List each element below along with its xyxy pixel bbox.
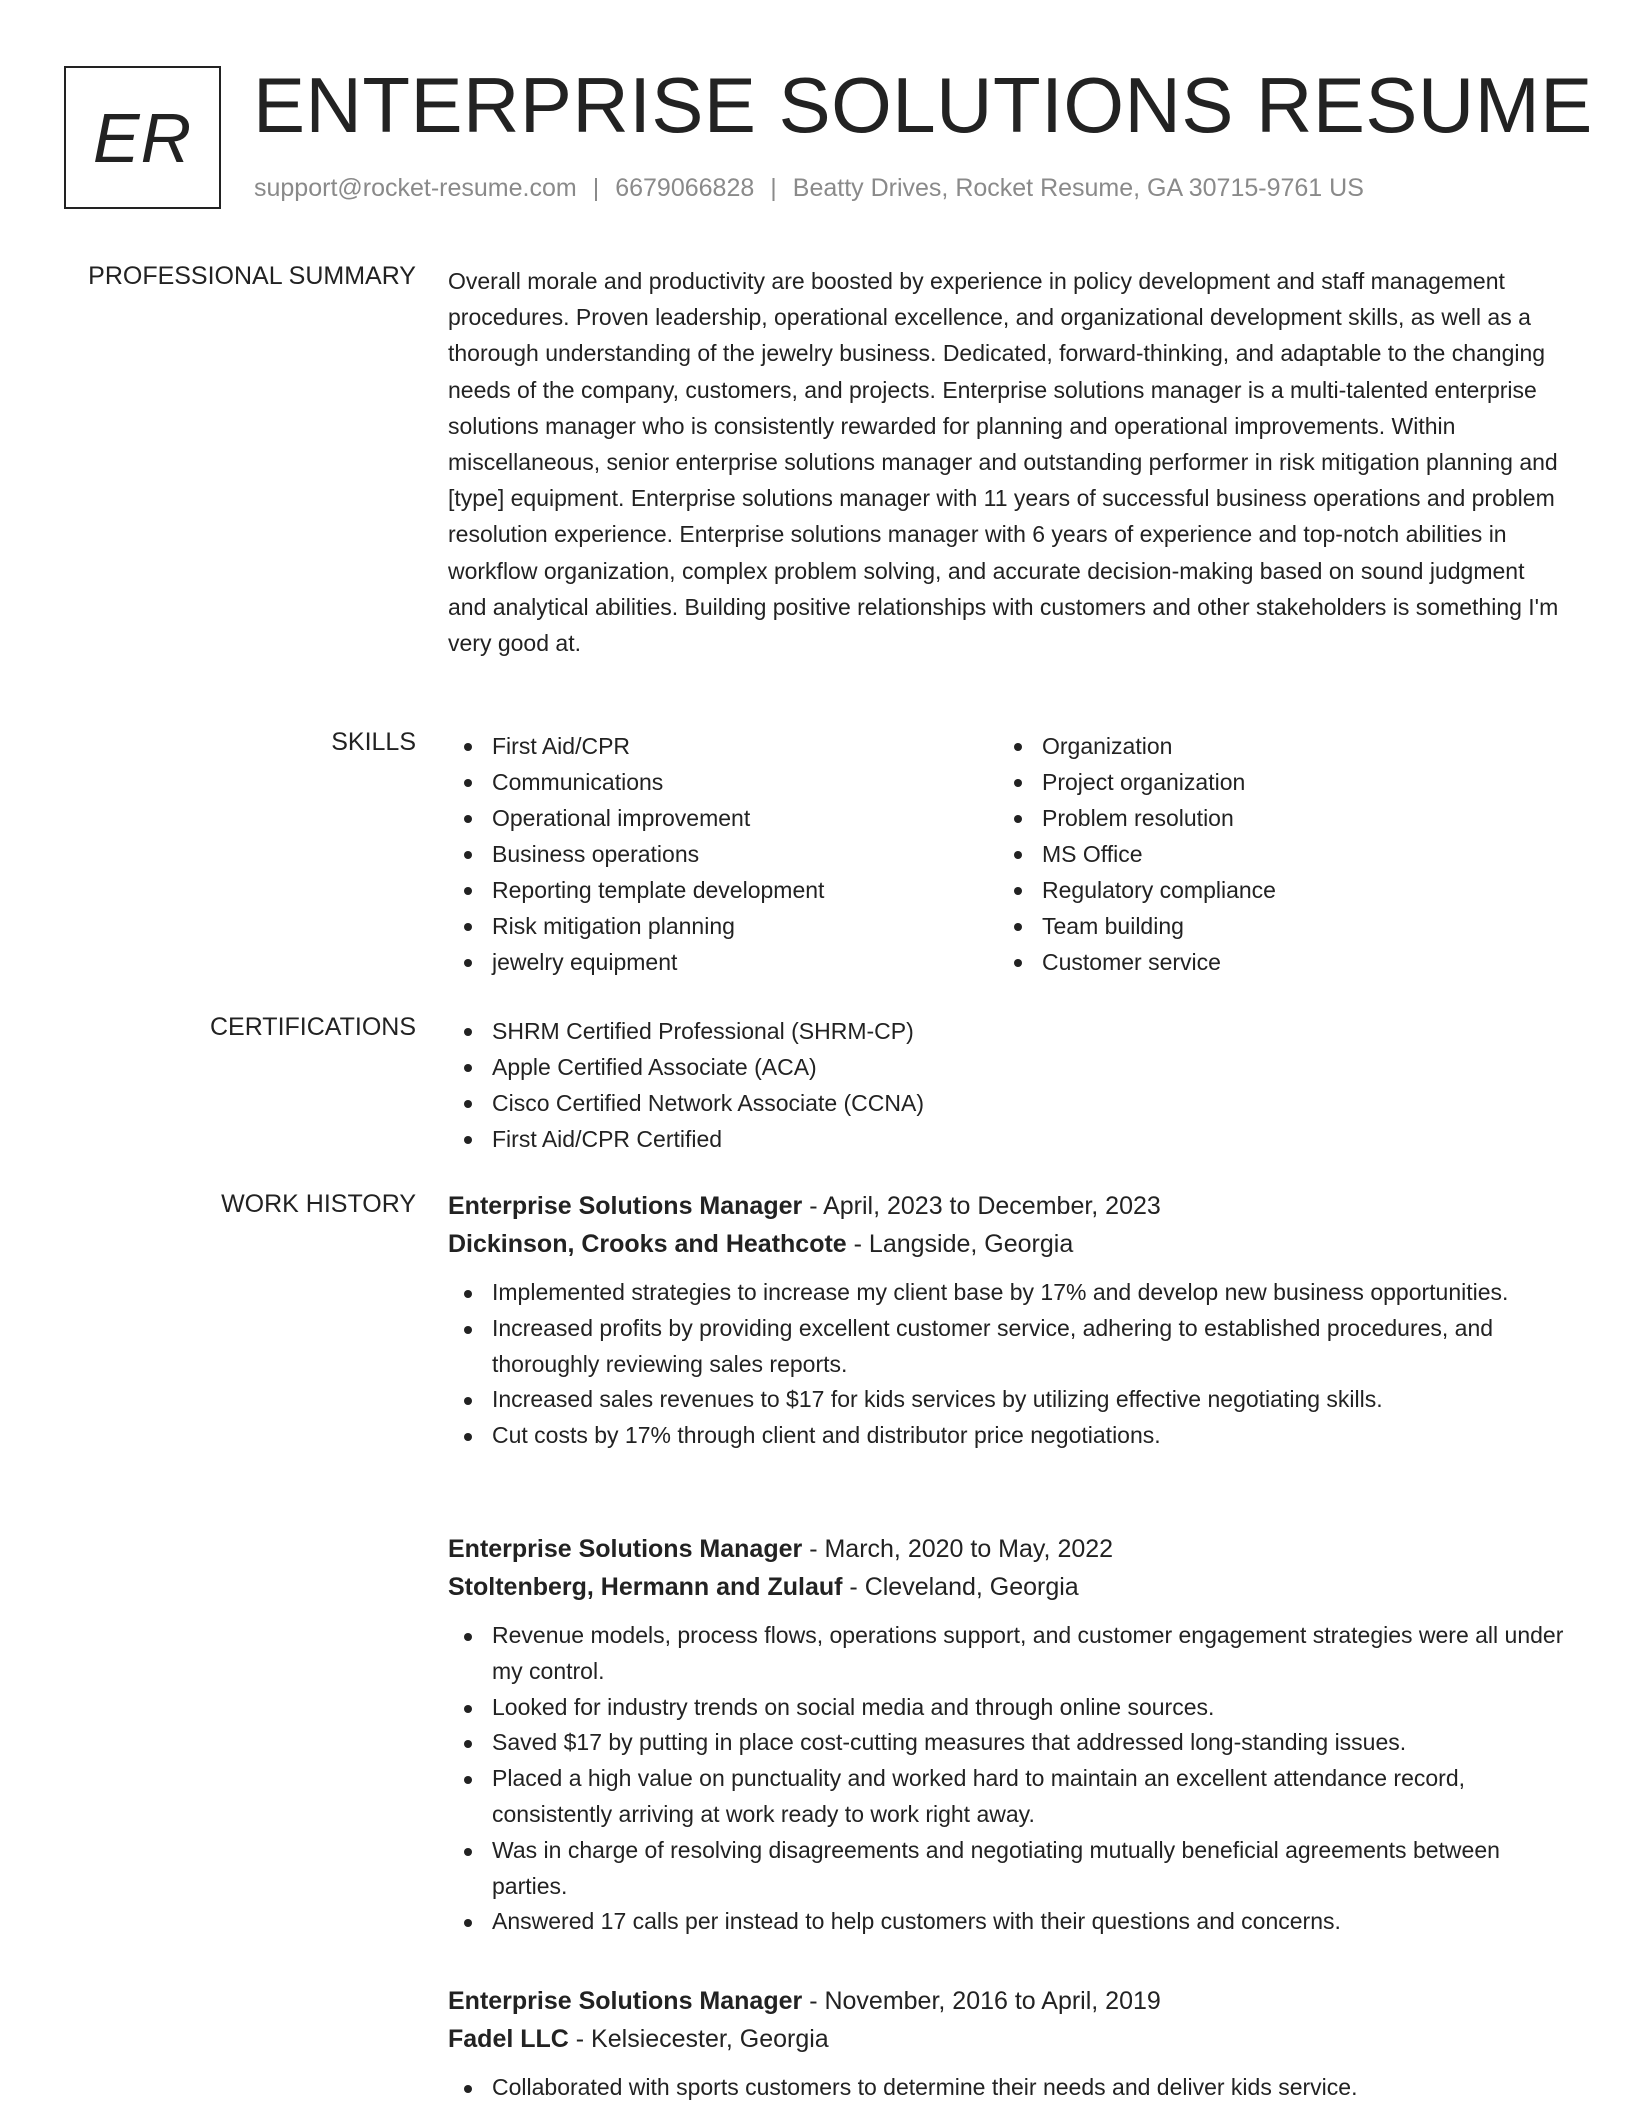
job-dates: - November, 2016 to April, 2019 (802, 1987, 1161, 2015)
job-location: - Cleveland, Georgia (842, 1573, 1079, 1601)
list-item: Organization (998, 728, 1548, 764)
section-title-summary: PROFESSIONAL SUMMARY (88, 262, 416, 290)
list-item: Cisco Certified Network Associate (CCNA) (448, 1085, 1568, 1121)
list-item: Team building (998, 908, 1548, 944)
job-dates: - April, 2023 to December, 2023 (802, 1192, 1161, 1220)
job-role: Enterprise Solutions Manager (448, 1535, 803, 1563)
job-title-line (448, 1187, 1568, 1225)
list-item: Business operations (448, 836, 998, 872)
contact-phone[interactable]: 6679066828 (615, 174, 755, 202)
job-location: - Langside, Georgia (846, 1230, 1074, 1258)
resume-title: ENTERPRISE SOLUTIONS RESUME (253, 61, 1593, 149)
list-item: Risk mitigation planning (448, 908, 998, 944)
list-item: Apple Certified Associate (ACA) (448, 1049, 1568, 1085)
list-item: Reporting template development (448, 872, 998, 908)
job-title-line (448, 1982, 1568, 2020)
list-item: jewelry equipment (448, 944, 998, 980)
job-company: Fadel LLC (448, 2025, 569, 2053)
job-entry (448, 1187, 1568, 1454)
list-item: Saved $17 by putting in place cost-cutting measures that addressed long-standing issues. (448, 1725, 1568, 1761)
list-item: Revenue models, process flows, operations support, and customer engagement strategies were all under my control. (448, 1618, 1568, 1690)
contact-separator: | (770, 174, 777, 202)
list-item: Operational improvement (448, 800, 998, 836)
job-company-line (448, 1225, 1568, 1263)
list-item: Increased sales revenues to $17 for kids services by utilizing effective negotiating skills. (448, 1382, 1568, 1418)
monogram-logo: ER (64, 66, 221, 209)
job-company-line (448, 2020, 1568, 2058)
list-item: Project organization (998, 764, 1548, 800)
list-item: Implemented strategies to increase my client base by 17% and develop new business opportunities. (448, 1275, 1568, 1311)
section-title-work-history: WORK HISTORY (221, 1190, 416, 1218)
job-duties-list (448, 2070, 1568, 2106)
list-item: Regulatory compliance (998, 872, 1548, 908)
list-item: Collaborated with sports customers to determine their needs and deliver kids service. (448, 2070, 1568, 2106)
list-item: SHRM Certified Professional (SHRM-CP) (448, 1013, 1568, 1049)
list-item: Answered 17 calls per instead to help customers with their questions and concerns. (448, 1904, 1568, 1940)
job-dates: - March, 2020 to May, 2022 (802, 1535, 1114, 1563)
contact-email[interactable]: support@rocket-resume.com (254, 174, 577, 202)
list-item: Was in charge of resolving disagreements and negotiating mutually beneficial agreements between parties. (448, 1833, 1568, 1905)
job-location: - Kelsiecester, Georgia (568, 2025, 829, 2053)
list-item: Customer service (998, 944, 1548, 980)
section-title-certifications: CERTIFICATIONS (209, 1013, 416, 1041)
job-title-line (448, 1530, 1568, 1568)
list-item: Cut costs by 17% through client and distributor price negotiations. (448, 1418, 1568, 1454)
list-item: First Aid/CPR Certified (448, 1121, 1568, 1157)
resume-header (64, 61, 1593, 216)
list-item: MS Office (998, 836, 1548, 872)
job-company: Dickinson, Crooks and Heathcote (448, 1230, 847, 1258)
job-role: Enterprise Solutions Manager (448, 1987, 803, 2015)
job-entry (448, 1530, 1568, 1940)
skills-list-right (998, 728, 1548, 980)
skills-list-left (448, 728, 998, 980)
list-item: First Aid/CPR (448, 728, 998, 764)
job-company: Stoltenberg, Hermann and Zulauf (448, 1573, 843, 1601)
list-item: Increased profits by providing excellent customer service, adhering to established procedures, and thoroughly reviewing sales reports. (448, 1311, 1568, 1383)
summary-text: Overall morale and productivity are boosted by experience in policy development and staff management procedures. Proven leadership, operational excellence, and organizational development skills, as well as a thorough understanding of the jewelry business. Dedicated, forward-thinking, and adaptable to the changing needs of the company, customers, and projects. Enterprise solutions manager is a multi-talented enterprise solutions manager who is consistently rewarded for planning and operational improvements. Within miscellaneous, senior enterprise solutions manager and outstanding performer in risk mitigation planning and [type] equipment. Enterprise solutions manager with 11 years of successful business operations and problem resolution experience. Enterprise solutions manager with 6 years of experience and top-notch abilities in workflow organization, complex problem solving, and accurate decision-making based on sound judgment and analytical abilities. Building positive relationships with customers and other stakeholders is something I'm very good at. (448, 268, 1559, 657)
contact-line (254, 174, 1364, 203)
list-item: Problem resolution (998, 800, 1548, 836)
list-item: Looked for industry trends on social media and through online sources. (448, 1690, 1568, 1726)
list-item: Communications (448, 764, 998, 800)
section-title-skills: SKILLS (331, 728, 416, 756)
list-item: Placed a high value on punctuality and worked hard to maintain an excellent attendance record, consistently arriving at work ready to work right away. (448, 1761, 1568, 1833)
contact-separator: | (592, 174, 600, 202)
job-duties-list (448, 1618, 1568, 1940)
certifications-list (448, 1013, 1568, 1157)
job-company-line (448, 1568, 1568, 1606)
job-entry (448, 1982, 1568, 2106)
job-duties-list (448, 1275, 1568, 1454)
contact-address: Beatty Drives, Rocket Resume, GA 30715-9761 US (792, 174, 1364, 202)
job-role: Enterprise Solutions Manager (448, 1192, 803, 1220)
